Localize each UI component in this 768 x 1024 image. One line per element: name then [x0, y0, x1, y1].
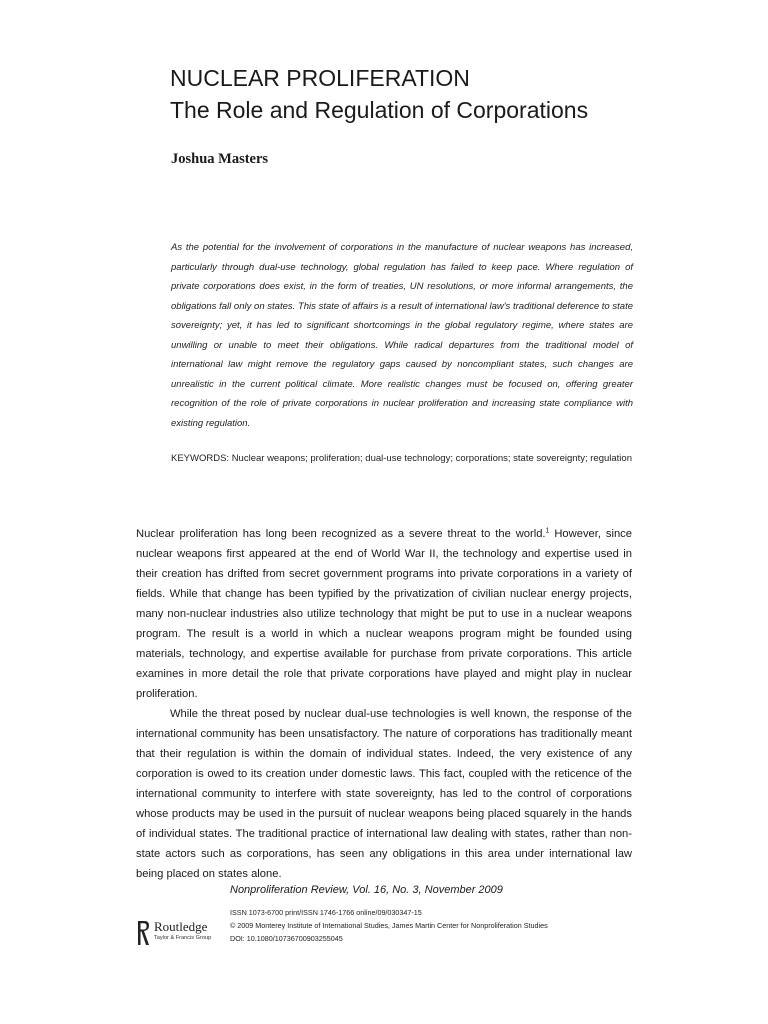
title-line-2: The Role and Regulation of Corporations — [170, 97, 589, 123]
article-body — [136, 524, 632, 884]
abstract: As the potential for the involvement of corporations in the manufacture of nuclear weapons has increased, particularly through dual-use technology, global regulation has failed to keep pace. Where regulation of private corporations does exist, in the form of treaties, UN resolutions, or more informal arrangements, the obligations fall only on states. This state of affairs is a result of international law's traditional deference to state sovereignty; yet, it has led to significant shortcomings in the global regulatory regime, where states are unwilling or unable to meet their obligations. While radical departures from the traditional model of international law might remove the regulatory gaps caused by noncompliant states, such changes are unrealistic in the current political climate. More realistic changes must be focused on, offering greater recognition of the role of private corporations in nuclear proliferation and increasing state compliance with existing regulation. — [171, 242, 633, 429]
footnote-ref[interactable]: 1 — [545, 527, 550, 535]
copyright-line: © 2009 Monterey Institute of International Studies, James Martin Center for Nonproliferation Studies — [230, 921, 548, 930]
body-paragraph-1 — [136, 524, 632, 704]
article-title — [170, 62, 588, 126]
author-name: Joshua Masters — [171, 151, 269, 167]
publication-meta — [230, 906, 548, 945]
publisher-name: Routledge — [154, 919, 208, 934]
publisher-logo — [136, 918, 226, 946]
journal-citation: Nonproliferation Review, Vol. 16, No. 3, November 2009 — [230, 884, 503, 896]
routledge-mark-icon — [136, 920, 150, 946]
title-line-1: NUCLEAR PROLIFERATION — [170, 65, 470, 91]
body-paragraph-2: While the threat posed by nuclear dual-use technologies is well known, the response of the international community has been unsatisfactory. The nature of corporations has traditionally meant that their regulation is within the domain of individual states. Indeed, the very existence of any corporation is owed to its creation under domestic laws. This fact, coupled with the reticence of the international community to interfere with state sovereignty, has led to the control of corporations whose products may be used in the pursuit of nuclear weapons being placed squarely in the hands of individual states. The traditional practice of international law dealing with states, rather than non-state actors such as corporations, has seen any obligations in this area under international law being placed on states alone. — [136, 708, 632, 880]
p1-text-a: Nuclear proliferation has long been recognized as a severe threat to the world. — [136, 528, 546, 540]
keywords: KEYWORDS: Nuclear weapons; proliferation; dual-use technology; corporations; state sovereignty; regulation — [171, 453, 632, 464]
issn-line: ISSN 1073-6700 print/ISSN 1746-1766 online/09/030347-15 — [230, 908, 422, 917]
publisher-group: Taylor & Francis Group — [154, 935, 212, 941]
doi-line: DOI: 10.1080/10736700903255045 — [230, 934, 343, 943]
p1-text-b: However, since nuclear weapons first appeared at the end of World War II, the technology and expertise used in their creation has drifted from secret government programs into private corporations in a variety of fields. While that change has been typified by the privatization of civilian nuclear energy projects, many non-nuclear industries also utilize technology that might be put to use in a nuclear weapons program. The result is a world in which a nuclear weapons program might be founded using materials, technology, and expertise available for purchase from private corporations. This article examines in more detail the role that private corporations have played and might play in nuclear proliferation. — [136, 528, 633, 700]
